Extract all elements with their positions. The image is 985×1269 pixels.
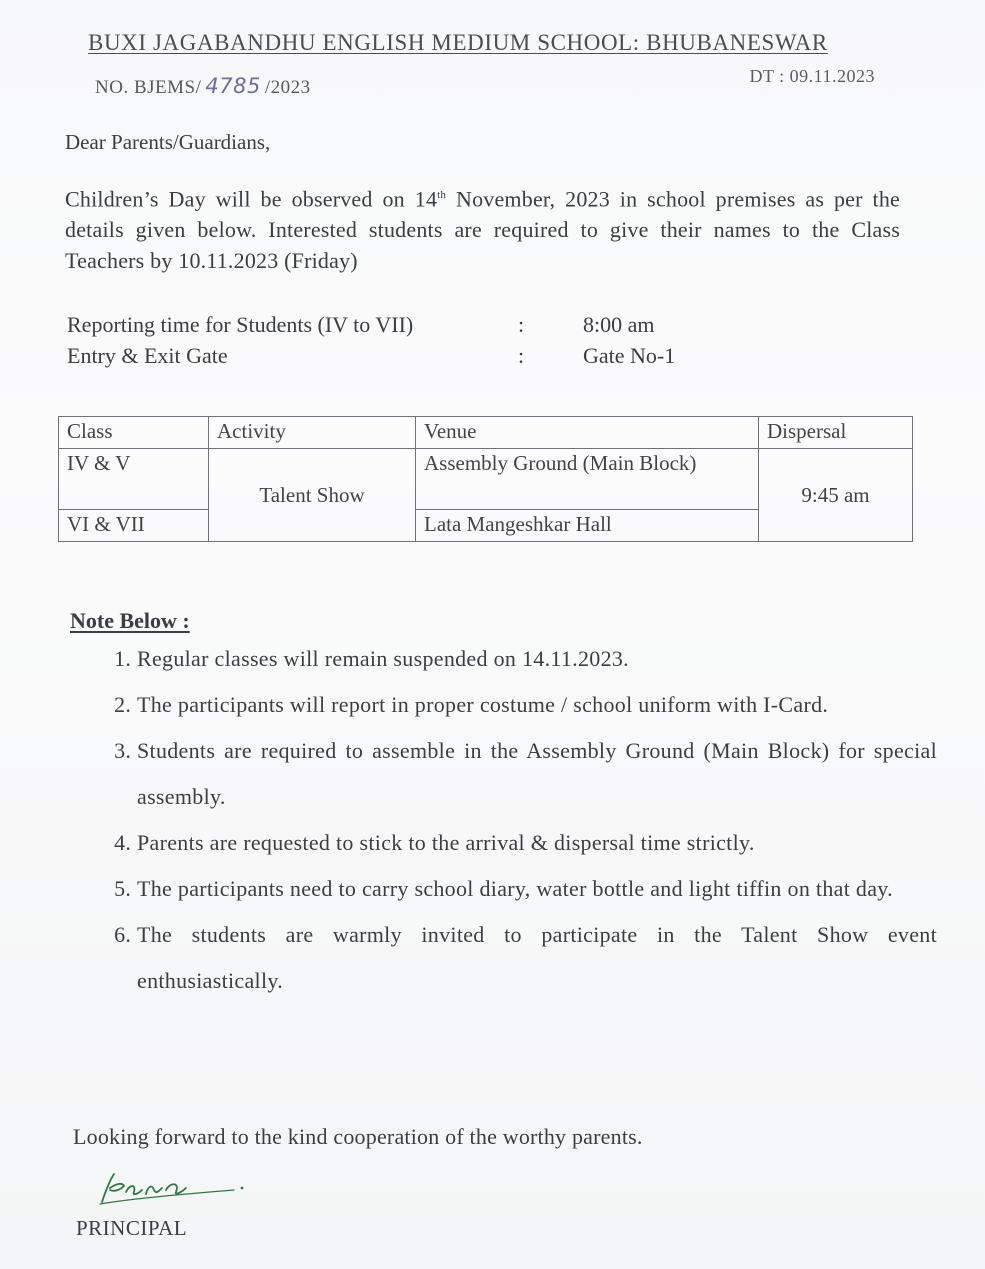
principal-signature bbox=[96, 1168, 256, 1208]
note-item: 1. Regular classes will remain suspended on 14.11.2023. bbox=[137, 636, 937, 682]
intro-text-end: November, 2023 in school premises as per the details given below. Interested students are required to give their names to the Class Teachers by 10.11.2023 (Friday) bbox=[65, 186, 900, 274]
note-item: 5. The participants need to carry school diary, water bottle and light tiffin on that day. bbox=[137, 866, 937, 912]
note-item: 2. The participants will report in proper costume / school uniform with I-Card. bbox=[137, 682, 937, 728]
notes-list bbox=[95, 636, 937, 1004]
intro-paragraph bbox=[65, 180, 900, 276]
reporting-time-value: 8:00 am bbox=[583, 312, 655, 337]
class-cell: IV & V bbox=[59, 449, 209, 510]
activity-cell: Talent Show bbox=[209, 449, 416, 542]
ref-suffix: /2023 bbox=[264, 77, 311, 98]
header-dispersal: Dispersal bbox=[759, 417, 913, 449]
header-class: Class bbox=[59, 417, 209, 449]
gate-colon: : bbox=[518, 343, 525, 368]
schedule-table bbox=[58, 416, 913, 542]
closing-line: Looking forward to the kind cooperation of the worthy parents. bbox=[73, 1124, 643, 1149]
header-venue: Venue bbox=[416, 417, 759, 449]
reporting-time-label: Reporting time for Students (IV to VII) bbox=[67, 312, 414, 337]
venue-cell: Assembly Ground (Main Block) bbox=[416, 449, 759, 510]
note-item: 4. Parents are requested to stick to the arrival & dispersal time strictly. bbox=[137, 820, 937, 866]
gate-label: Entry & Exit Gate bbox=[67, 343, 228, 368]
note-item: 6. The students are warmly invited to participate in the Talent Show event enthusiastically. bbox=[137, 912, 937, 1004]
signatory-title: PRINCIPAL bbox=[76, 1216, 188, 1240]
letter-date: DT : 09.11.2023 bbox=[749, 66, 875, 86]
table-header-row bbox=[59, 417, 913, 449]
header-activity: Activity bbox=[209, 417, 416, 449]
dispersal-cell: 9:45 am bbox=[759, 449, 913, 542]
table-row bbox=[59, 449, 913, 510]
ref-prefix: NO. BJEMS/ bbox=[95, 77, 202, 98]
venue-cell: Lata Mangeshkar Hall bbox=[416, 510, 759, 542]
class-cell: VI & VII bbox=[59, 510, 209, 542]
salutation: Dear Parents/Guardians, bbox=[65, 130, 271, 154]
gate-value: Gate No-1 bbox=[583, 343, 676, 368]
reference-number bbox=[95, 74, 311, 99]
notes-heading: Note Below : bbox=[70, 608, 190, 633]
reporting-time-colon: : bbox=[518, 312, 525, 337]
intro-superscript: th bbox=[437, 189, 447, 201]
intro-text-start: Children’s Day will be observed on 14 bbox=[65, 186, 438, 212]
note-item: 3. Students are required to assemble in the Assembly Ground (Main Block) for special assembly. bbox=[137, 728, 937, 820]
school-name: BUXI JAGABANDHU ENGLISH MEDIUM SCHOOL: BHUBANESWAR bbox=[88, 30, 828, 55]
ref-handwritten-number: 4785 bbox=[205, 74, 261, 98]
